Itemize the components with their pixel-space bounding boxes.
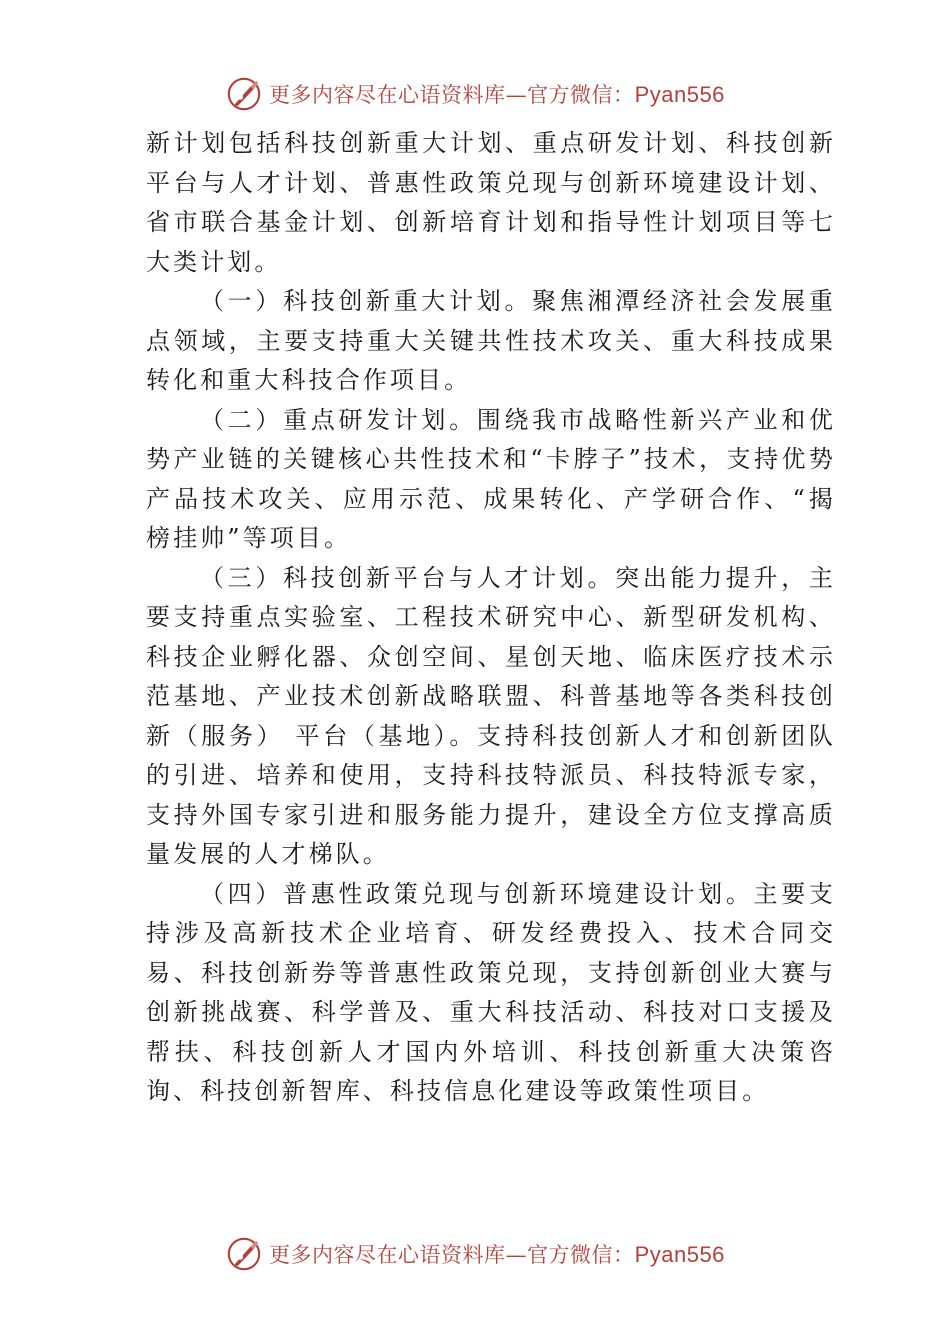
paragraph-plan-3: （三）科技创新平台与人才计划。突出能力提升，主要支持重点实验室、工程技术研究中心、新型研发机构、科技企业孵化器、众创空间、星创天地、临床医疗技术示范基地、产业技术创新战略联盟、科普基地等各类科技创新（服务） 平台（基地）。支持科技创新人才和创新团队的引进、培养和使用，支持科技特派员、科技特派专家，支持外国专家引进和服务能力提升，建设全方位支撑高质量发展的人才梯队。 — [146, 563, 836, 868]
watermark-text: 更多内容尽在心语资料库—官方微信：Pyan556 — [269, 82, 725, 107]
paragraph-plan-2: （二）重点研发计划。围绕我市战略性新兴产业和优势产业链的关键核心共性技术和“卡脖子”技术，支持优势产品技术攻关、应用示范、成果转化、产学研合作、“揭榜挂帅”等项目。 — [146, 405, 836, 552]
pen-nib-logo-icon — [225, 1235, 263, 1273]
watermark-footer — [0, 1232, 950, 1276]
pen-nib-logo-icon — [225, 75, 263, 113]
paragraph-plan-1: （一）科技创新重大计划。聚焦湘潭经济社会发展重点领域，主要支持重大关键共性技术攻关、重大科技成果转化和重大科技合作项目。 — [146, 287, 836, 394]
paragraph-intro: 新计划包括科技创新重大计划、重点研发计划、科技创新平台与人才计划、普惠性政策兑现与创新环境建设计划、省市联合基金计划、创新培育计划和指导性计划项目等七大类计划。 — [146, 129, 836, 276]
watermark-text: 更多内容尽在心语资料库—官方微信：Pyan556 — [269, 1242, 725, 1267]
document-body — [146, 124, 836, 1112]
paragraph-plan-4: （四）普惠性政策兑现与创新环境建设计划。主要支持涉及高新技术企业培育、研发经费投入、技术合同交易、科技创新券等普惠性政策兑现，支持创新创业大赛与创新挑战赛、科学普及、重大科技活动、科技对口支援及帮扶、科技创新人才国内外培训、科技创新重大决策咨询、科技创新智库、科技信息化建设等政策性项目。 — [146, 879, 836, 1105]
watermark-header — [0, 72, 950, 116]
